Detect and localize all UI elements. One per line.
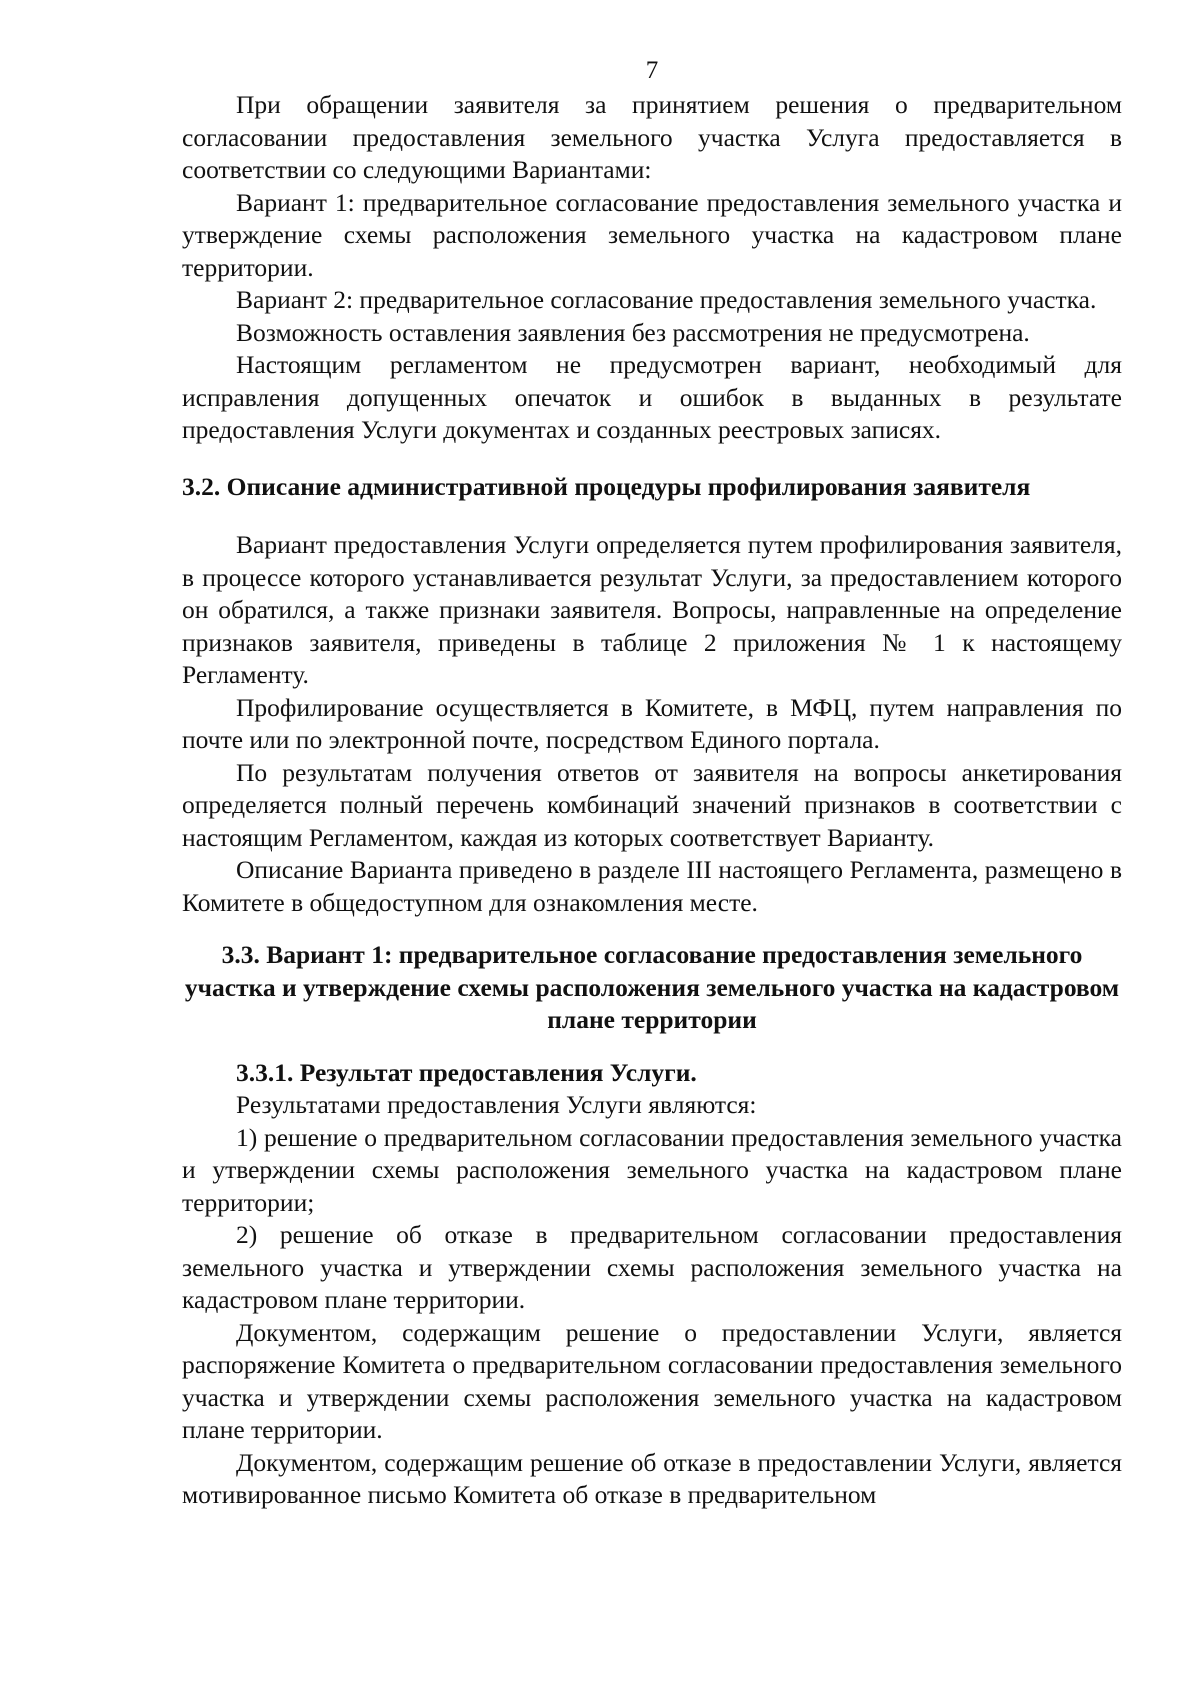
paragraph: Вариант предоставления Услуги определяется путем профилирования заявителя, в процессе которого устанавливается результат Услуги, за предоставлением которого он обратился, а также признаки заявителя. Вопросы, направленные на определение признаков заявителя, приведены в таблице 2 приложения № 1 к настоящему Регламенту.	[182, 530, 1122, 689]
spacer	[182, 447, 1122, 471]
paragraph: Результатами предоставления Услуги являются:	[236, 1090, 757, 1119]
paragraph: По результатам получения ответов от заявителя на вопросы анкетирования определяется полный перечень комбинаций значений признаков в соответствии с настоящим Регламентом, каждая из которых соответствует Варианту.	[182, 757, 1122, 852]
list-item: 2) решение об отказе в предварительном согласовании предоставления земельного участка и утверждении схемы расположения земельного участка на кадастровом плане территории.	[182, 1220, 1122, 1314]
paragraph: Вариант 1: предварительное согласование предоставления земельного участка и утверждение схемы расположения земельного участка на кадастровом плане территории.	[182, 187, 1122, 282]
page-content	[182, 55, 1122, 1512]
paragraph: При обращении заявителя за принятием решения о предварительном согласовании предоставления земельного участка Услуга предоставляется в соответствии со следующими Вариантами:	[182, 90, 1122, 184]
spacer	[182, 919, 1122, 939]
paragraph: Вариант 2: предварительное согласование предоставления земельного участка.	[236, 285, 1097, 314]
section-heading-3-3: 3.3. Вариант 1: предварительное согласование предоставления земельного участка и утверждение схемы расположения земельного участка на кадастровом плане территории	[184, 940, 1120, 1034]
spacer	[182, 503, 1122, 529]
list-item: 1) решение о предварительном согласовании предоставления земельного участка и утверждении схемы расположения земельного участка на кадастровом плане территории;	[182, 1122, 1122, 1217]
paragraph: Возможность оставления заявления без рассмотрения не предусмотрена.	[236, 317, 1030, 347]
section-heading-3-2: 3.2. Описание административной процедуры профилирования заявителя	[182, 471, 1031, 501]
paragraph: Настоящим регламентом не предусмотрен вариант, необходимый для исправления допущенных опечаток и ошибок в выданных в результате предоставления Услуги документах и созданных реестровых записях.	[182, 350, 1122, 444]
paragraph: Документом, содержащим решение об отказе в предоставлении Услуги, является мотивированное письмо Комитета об отказе в предварительном	[182, 1447, 1122, 1509]
paragraph: Профилирование осуществляется в Комитете, в МФЦ, путем направления по почте или по электронной почте, посредством Единого портала.	[182, 692, 1122, 754]
paragraph: Документом, содержащим решение о предоставлении Услуги, является распоряжение Комитета о предварительном согласовании предоставления земельного участка и утверждении схемы расположения земельного участка на кадастровом плане территории.	[182, 1317, 1122, 1444]
paragraph: Описание Варианта приведено в разделе III настоящего Регламента, размещено в Комитете в общедоступном для ознакомления месте.	[182, 855, 1122, 917]
spacer	[182, 1037, 1122, 1057]
page-number: 7	[645, 57, 659, 84]
subsection-heading-3-3-1: 3.3.1. Результат предоставления Услуги.	[236, 1057, 697, 1087]
